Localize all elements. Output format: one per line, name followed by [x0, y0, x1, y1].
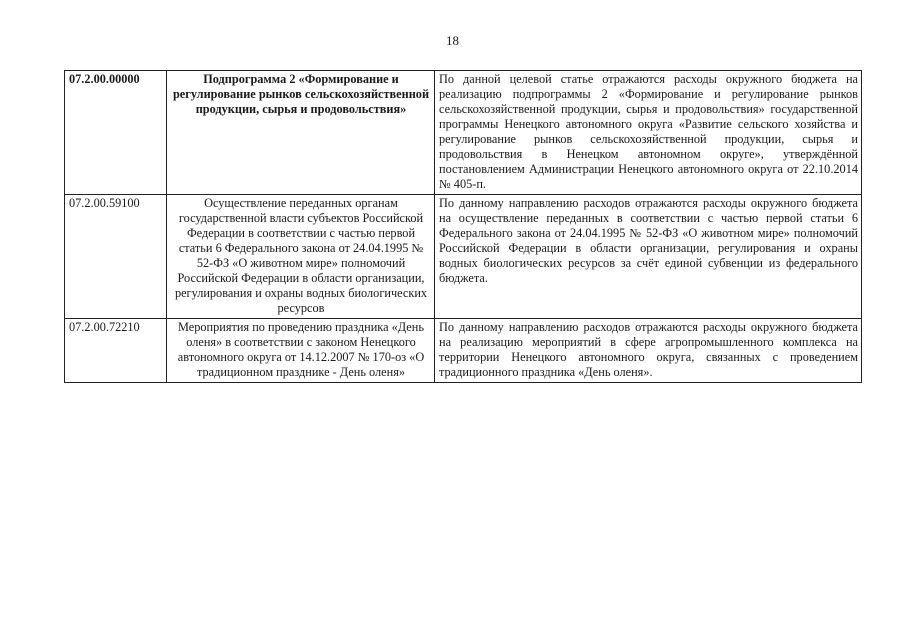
code-cell: 07.2.00.59100: [65, 195, 167, 319]
page-number: 18: [446, 33, 459, 48]
description-cell: По данному направлению расходов отражаются расходы окружного бюджета на реализацию мероприятий в сфере агропромышленного комплекса на территории Ненецкого автономного округа, связанных с проведением традиционного праздника «День оленя».: [435, 319, 862, 383]
description-cell: По данному направлению расходов отражаются расходы окружного бюджета на осуществление переданных в соответствии с частью первой статьи 6 Федерального закона от 24.04.1995 № 52-ФЗ «О животном мире» полномочий Российской Федерации в области организации, регулирования и охраны водных биологических ресурсов за счёт единой субвенции из федерального бюджета.: [435, 195, 862, 319]
table-row: [65, 71, 862, 195]
name-cell: Осуществление переданных органам государственной власти субъектов Российской Федерации в соответствии с частью первой статьи 6 Федерального закона от 24.04.1995 № 52-ФЗ «О животном мире» полномочий Российской Федерации в области организации, регулирования и охраны водных биологических ресурсов: [167, 195, 435, 319]
name-cell: Подпрограмма 2 «Формирование и регулирование рынков сельскохозяйственной продукции, сырья и продовольствия»: [167, 71, 435, 195]
code-cell: 07.2.00.72210: [65, 319, 167, 383]
name-cell: Мероприятия по проведению праздника «День оленя» в соответствии с законом Ненецкого автономного округа от 14.12.2007 № 170-оз «О традиционном празднике - День оленя»: [167, 319, 435, 383]
budget-classification-table: [64, 70, 862, 383]
table-row: [65, 195, 862, 319]
description-cell: По данной целевой статье отражаются расходы окружного бюджета на реализацию подпрограммы 2 «Формирование и регулирование рынков сельскохозяйственной продукции, сырья и продовольствия» государственной программы Ненецкого автономного округа «Развитие сельского хозяйства и регулирование рынков сельскохозяйственной продукции, сырья и продовольствия в Ненецком автономном округе», утверждённой постановлением Администрации Ненецкого автономного округа от 22.10.2014 № 405-п.: [435, 71, 862, 195]
code-cell: 07.2.00.00000: [65, 71, 167, 195]
table-row: [65, 319, 862, 383]
